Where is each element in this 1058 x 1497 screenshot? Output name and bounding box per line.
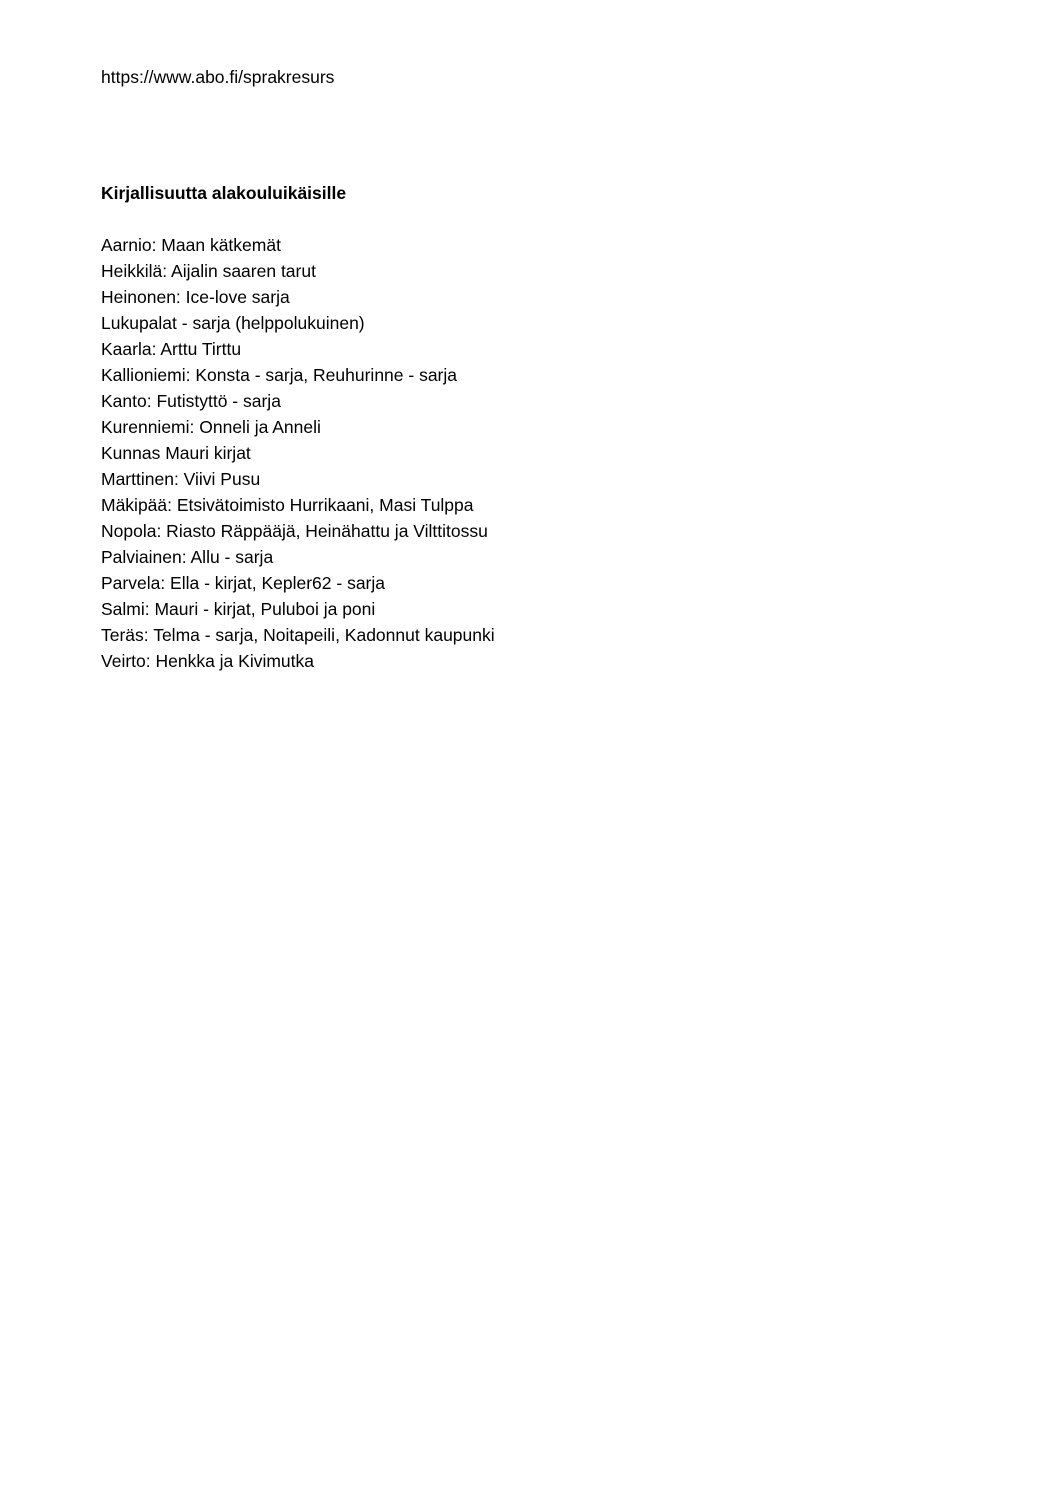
list-item: Teräs: Telma - sarja, Noitapeili, Kadonnut kaupunki [101,625,495,645]
list-item: Salmi: Mauri - kirjat, Puluboi ja poni [101,599,376,619]
list-item: Mäkipää: Etsivätoimisto Hurrikaani, Masi Tulppa [101,495,474,515]
list-item: Heinonen: Ice-love sarja [101,287,290,307]
list-item: Kanto: Futistyttö - sarja [101,391,281,411]
list-item: Heikkilä: Aijalin saaren tarut [101,261,316,281]
list-item: Veirto: Henkka ja Kivimutka [101,651,315,671]
list-item: Kunnas Mauri kirjat [101,443,251,463]
list-item: Palviainen: Allu - sarja [101,547,274,567]
list-item: Lukupalat - sarja (helppolukuinen) [101,313,365,333]
book-list [101,232,495,674]
page-title: Kirjallisuutta alakouluikäisille [101,183,347,203]
list-item: Marttinen: Viivi Pusu [101,469,261,489]
list-item: Nopola: Riasto Räppääjä, Heinähattu ja Vilttitossu [101,521,488,541]
list-item: Kurenniemi: Onneli ja Anneli [101,417,321,437]
list-item: Aarnio: Maan kätkemät [101,235,281,255]
source-url-text: https://www.abo.fi/sprakresurs [101,67,335,87]
list-item: Kaarla: Arttu Tirttu [101,339,242,359]
list-item: Parvela: Ella - kirjat, Kepler62 - sarja [101,573,385,593]
list-item: Kallioniemi: Konsta - sarja, Reuhurinne - sarja [101,365,457,385]
